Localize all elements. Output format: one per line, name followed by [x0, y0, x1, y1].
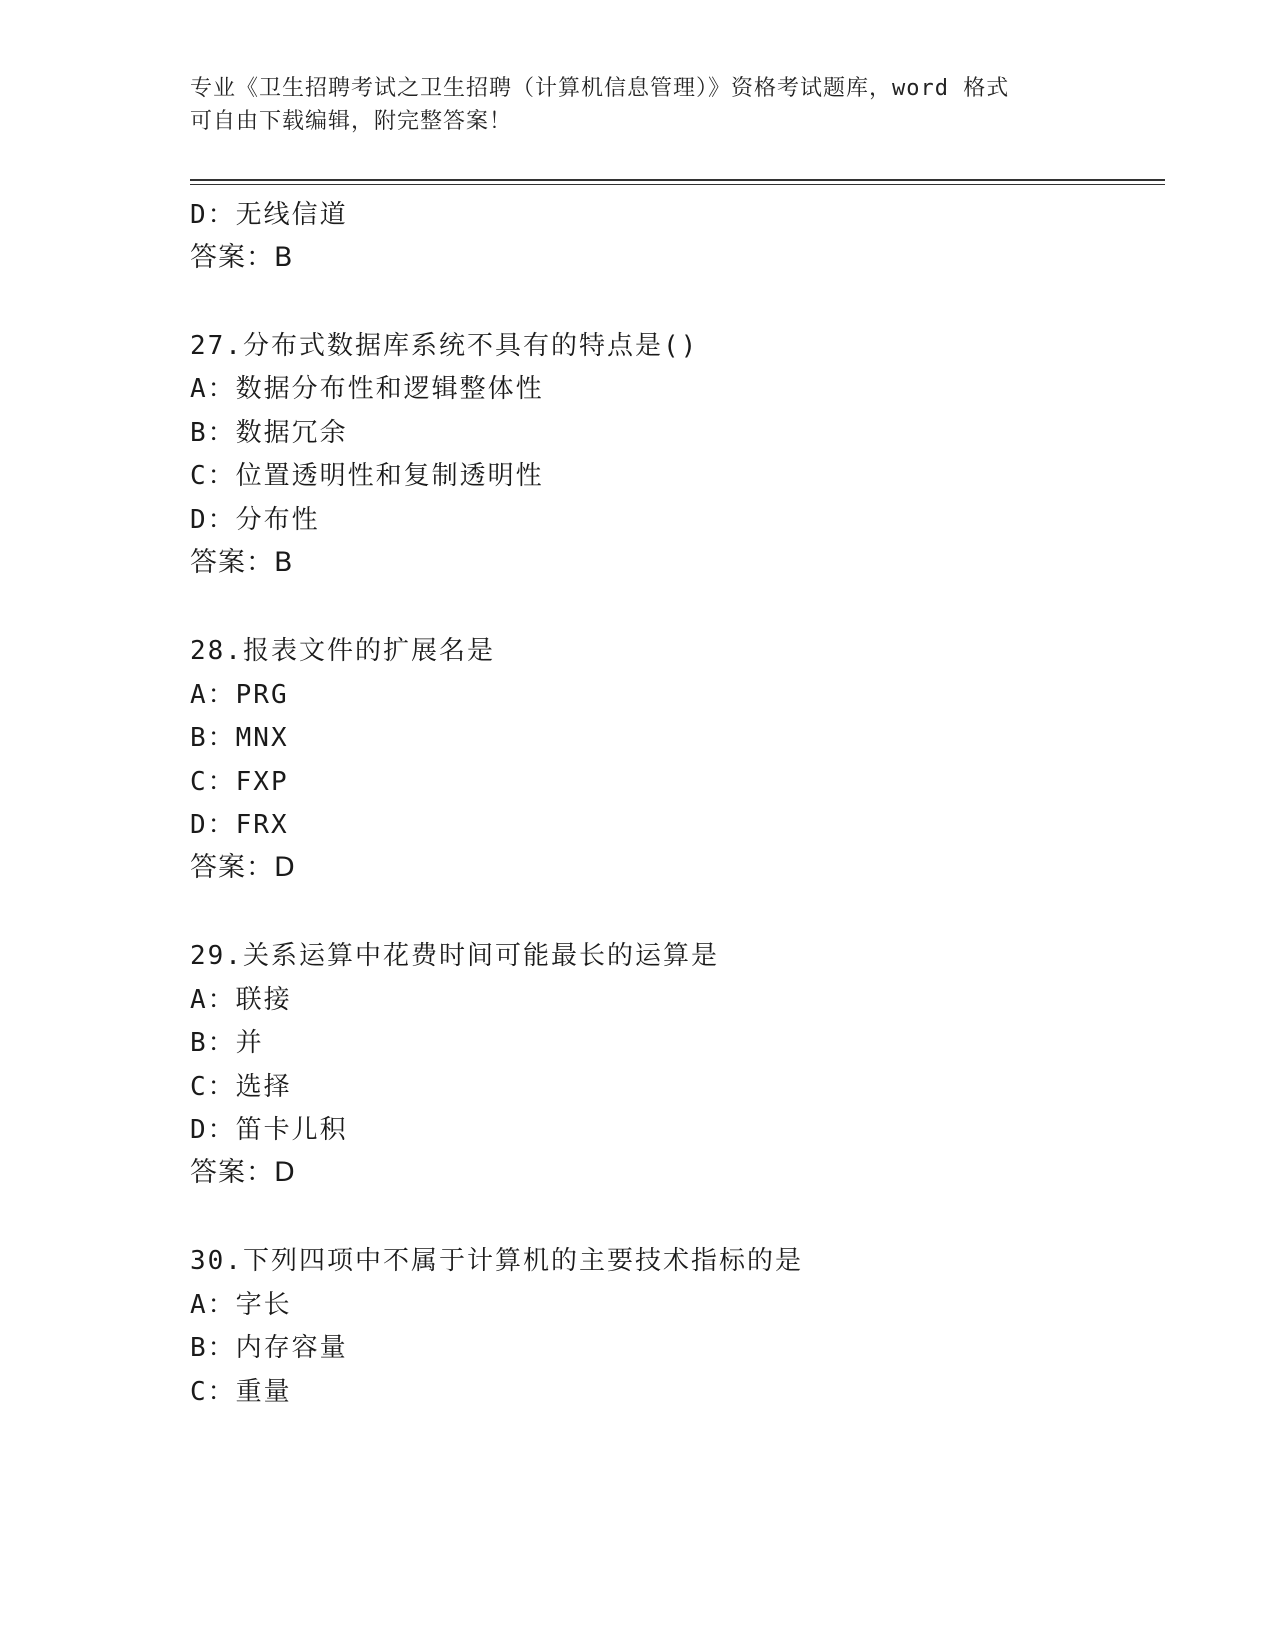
header-divider-thick: [190, 179, 1165, 181]
question-30-option-a: A：字长: [190, 1290, 292, 1320]
question-29-answer: 答案：D: [190, 1157, 296, 1188]
question-28-option-d: D：FRX: [190, 810, 289, 840]
question-29-option-d: D：笛卡儿积: [190, 1115, 348, 1145]
question-30-stem: 30.下列四项中不属于计算机的主要技术指标的是: [190, 1246, 803, 1276]
question-29-stem: 29.关系运算中花费时间可能最长的运算是: [190, 941, 719, 971]
question-27-stem: 27.分布式数据库系统不具有的特点是(): [190, 331, 699, 361]
question-28-stem: 28.报表文件的扩展名是: [190, 636, 495, 666]
question-27-option-c: C：位置透明性和复制透明性: [190, 461, 544, 491]
question-29-option-b: B：并: [190, 1028, 264, 1058]
question-30-option-b: B：内存容量: [190, 1333, 348, 1363]
header-line-1: 专业《卫生招聘考试之卫生招聘（计算机信息管理）》资格考试题库，word 格式: [190, 76, 1010, 101]
question-28-option-b: B：MNX: [190, 723, 289, 753]
question-29-option-c: C：选择: [190, 1072, 292, 1102]
question-28-answer: 答案：D: [190, 852, 296, 883]
question-28-option-c: C：FXP: [190, 767, 289, 797]
header-divider-thin: [190, 184, 1165, 185]
question-29-option-a: A：联接: [190, 985, 292, 1015]
question-30-option-c: C：重量: [190, 1377, 292, 1407]
document-header: [190, 72, 1090, 138]
prev-answer: 答案：B: [190, 242, 294, 273]
question-27-option-b: B：数据冗余: [190, 418, 348, 448]
question-28-option-a: A：PRG: [190, 680, 289, 710]
question-27-answer: 答案：B: [190, 547, 294, 578]
prev-option-d: D：无线信道: [190, 200, 348, 230]
question-27-option-d: D：分布性: [190, 505, 320, 535]
question-27-option-a: A：数据分布性和逻辑整体性: [190, 374, 544, 404]
header-line-2: 可自由下载编辑，附完整答案！: [190, 109, 513, 134]
